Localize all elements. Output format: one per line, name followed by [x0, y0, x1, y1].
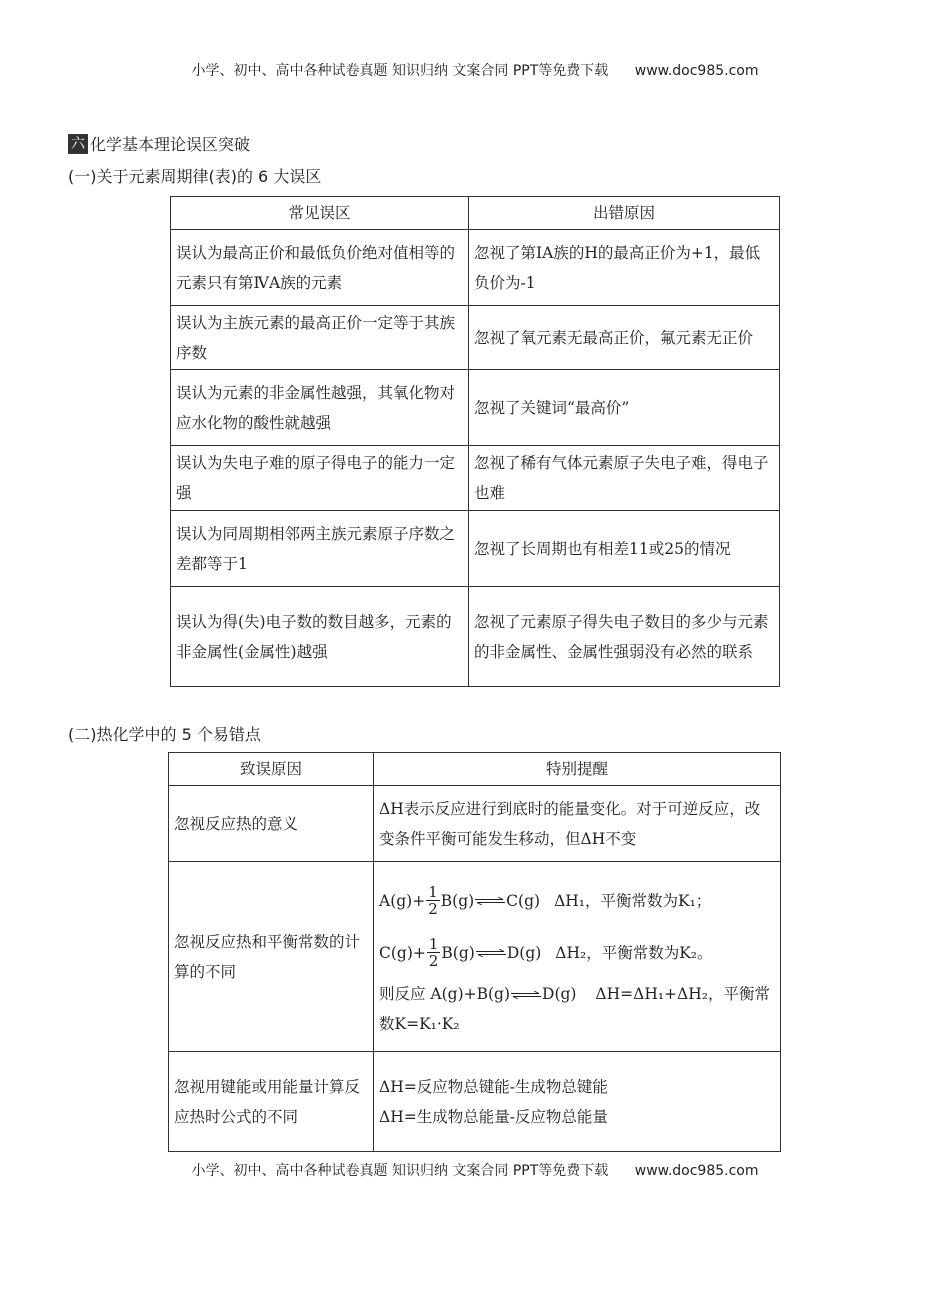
fraction: [427, 936, 441, 969]
equation-1: [379, 875, 775, 927]
eq-lhs: C(g)+: [379, 943, 426, 962]
banner-url[interactable]: www.doc985.com: [634, 63, 759, 79]
part1-title: (一)关于元素周期律(表)的 6 大误区: [68, 167, 322, 186]
eq-dh: ΔH₂，平衡常数为K₂。: [555, 943, 713, 962]
frac-num: 1: [428, 883, 438, 901]
table-row: [171, 306, 780, 370]
table-row: [169, 786, 781, 862]
misconception-cell: 误认为得(失)电子数的数目越多，元素的非金属性(金属性)越强: [171, 587, 469, 687]
cause-cell: 忽视用键能或用能量计算反应热时公式的不同: [169, 1052, 374, 1152]
frac-den: 2: [428, 952, 439, 970]
banner-text: 小学、初中、高中各种试卷真题 知识归纳 文案合同 PPT等免费下载: [191, 1163, 609, 1179]
cause-cell: 忽视反应热的意义: [169, 786, 374, 862]
eq-mid: B(g): [441, 943, 475, 962]
equation-3: [379, 979, 775, 1039]
part2-title: (二)热化学中的 5 个易错点: [68, 725, 261, 744]
eq-rhs: D(g): [506, 943, 542, 962]
eq-lhs: A(g)+: [379, 891, 426, 910]
banner-url[interactable]: www.doc985.com: [634, 1163, 759, 1179]
cause-cell: 忽视反应热和平衡常数的计算的不同: [169, 862, 374, 1052]
equilibrium-arrow-icon: [511, 991, 541, 999]
section-heading: [68, 132, 250, 155]
table-header-row: [171, 197, 780, 230]
table-row: [171, 370, 780, 446]
fraction: [426, 884, 440, 917]
table-row: [169, 1052, 781, 1152]
misconception-cell: 误认为最高正价和最低负价绝对值相等的元素只有第ⅣA族的元素: [171, 230, 469, 306]
eq-rhs: D(g): [542, 984, 577, 1003]
section-title: 化学基本理论误区突破: [90, 135, 251, 154]
equilibrium-arrow-icon: [476, 949, 506, 957]
footer-banner: [0, 1160, 950, 1180]
formula-line: ΔH=生成物总能量-反应物总能量: [379, 1107, 608, 1126]
formula-line: ΔH=反应物总键能-生成物总键能: [379, 1077, 608, 1096]
equation-2: [379, 927, 775, 979]
reason-cell: 忽视了第ⅠA族的H的最高正价为+1，最低负价为-1: [469, 230, 780, 306]
eq-dh: ΔH₁，平衡常数为K₁；: [554, 891, 712, 910]
misconception-cell: 误认为失电子难的原子得电子的能力一定强: [171, 446, 469, 511]
header-banner: [0, 60, 950, 80]
header-cell: 致误原因: [169, 753, 374, 786]
frac-num: 1: [428, 935, 439, 953]
table-row: [171, 446, 780, 511]
eq-rhs: C(g): [506, 891, 541, 910]
periodic-law-table: [170, 196, 780, 687]
misconception-cell: 误认为主族元素的最高正价一定等于其族序数: [171, 306, 469, 370]
misconception-cell: 误认为同周期相邻两主族元素原子序数之差都等于1: [171, 511, 469, 587]
table-row: [171, 230, 780, 306]
table-row: [171, 587, 780, 687]
table-header-row: [169, 753, 781, 786]
section-badge: 六: [68, 134, 88, 154]
reason-cell: 忽视了长周期也有相差11或25的情况: [469, 511, 780, 587]
note-cell: ΔH表示反应进行到底时的能量变化。对于可逆反应，改变条件平衡可能发生移动，但ΔH不变: [374, 786, 781, 862]
eq-mid: B(g): [440, 891, 475, 910]
note-cell: [374, 862, 781, 1052]
header-cell: 常见误区: [171, 197, 469, 230]
eq-dh: ΔH=ΔH₁+ΔH₂，平衡常数K=K₁·K₂: [379, 984, 770, 1033]
misconception-cell: 误认为元素的非金属性越强，其氧化物对应水化物的酸性就越强: [171, 370, 469, 446]
reason-cell: 忽视了氧元素无最高正价，氟元素无正价: [469, 306, 780, 370]
header-cell: 出错原因: [469, 197, 780, 230]
note-cell: [374, 1052, 781, 1152]
banner-text: 小学、初中、高中各种试卷真题 知识归纳 文案合同 PPT等免费下载: [191, 63, 609, 79]
thermochem-table: [168, 752, 781, 1152]
equilibrium-arrow-icon: [475, 897, 505, 905]
header-cell: 特别提醒: [374, 753, 781, 786]
table-row: [171, 511, 780, 587]
reason-cell: 忽视了稀有气体元素原子失电子难，得电子也难: [469, 446, 780, 511]
table-row: [169, 862, 781, 1052]
frac-den: 2: [428, 900, 438, 918]
reason-cell: 忽视了关键词“最高价”: [469, 370, 780, 446]
reason-cell: 忽视了元素原子得失电子数目的多少与元素的非金属性、金属性强弱没有必然的联系: [469, 587, 780, 687]
eq-lhs: 则反应 A(g)+B(g): [379, 984, 511, 1003]
